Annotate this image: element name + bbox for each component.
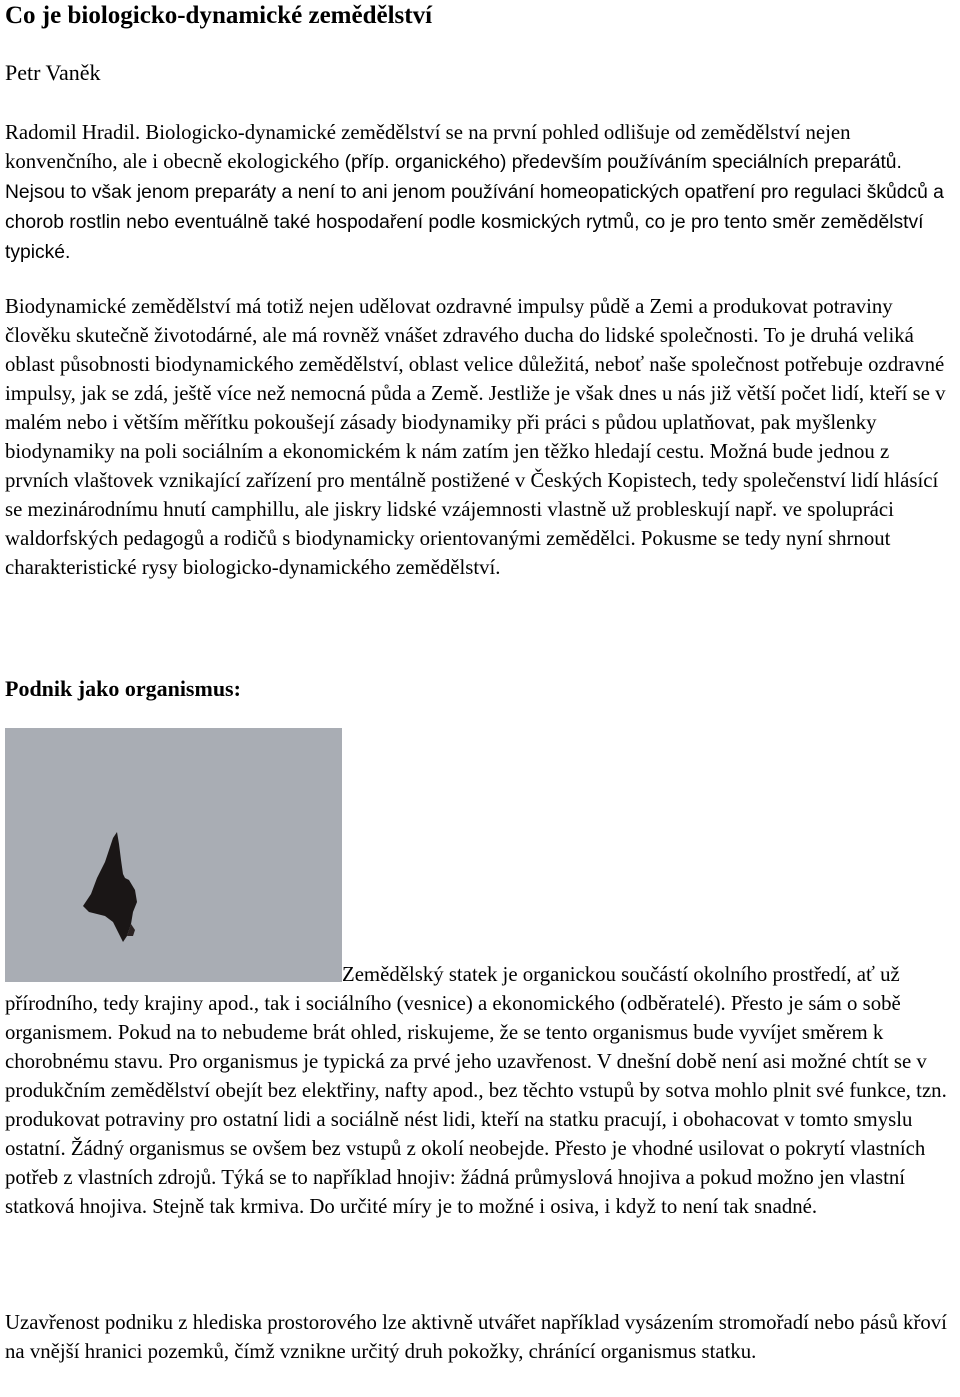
bird-silhouette-icon xyxy=(5,728,342,982)
body-paragraph: Biodynamické zemědělství má totiž nejen udělovat ozdravné impulsy půdě a Zemi a produkovat potraviny člověku skutečně životodárné, ale má rovněž vnášet zdravého ducha do lidské společnosti. To je druhá veliká oblast působnosti biodynamického zemědělství, oblast velice důležitá, neboť naše společnost potřebuje ozdravné impulsy, jak se zdá, ještě více než nemocná půda a Země. Jestliže je však dnes u nás již větší počet lidí, kteří se v malém nebo i větším měřítku pokoušejí zásady biodynamiky při práci s půdou uplatňovat, pak myšlenky biodynamiky na poli sociálním a ekonomickém k nám zatím jen těžko hledají cestu. Možná bude jednou z prvních vlaštovek vznikající zařízení pro mentálně postižené v Českých Kopistech, tedy společenství lidí hlásící se mezinárodnímu hnutí camphillu, ale jiskry lidské vzájemnosti vlastně už probleskují např. ve spolupráci waldorfských pedagogů a rodičů s biodynamicky orientovanými zemědělci. Pokusme se tedy nyní shrnout charakteristické rysy biologicko-dynamického zemědělství. xyxy=(5,295,946,579)
intro-sans-text: (příp. organického) především používáním speciálních preparátů. Nejsou to však jenom preparáty a není to ani jenom používání homeopatických opatření pro regulaci škůdců a chorob rostlin nebo eventuálně také hospodaření podle kosmických rytmů, co je pro tento směr zemědělství typické. xyxy=(5,152,944,263)
organism-text: Zemědělský statek je organickou součástí okolního prostředí, ať už přírodního, tedy krajiny apod., tak i sociálního (vesnice) a ekonomického (odběratelé). Přesto je sám o sobě organismem. Pokud na to nebudeme brát ohled, riskujeme, že se tento organismus bude vyvíjet směrem k chorobnému stavu. Pro organismus je typická za prvé jeho uzavřenost. V dnešní době není asi možné chtít se v produkčním zemědělství obejít bez elektřiny, nafty apod., bez těchto vstupů by sotva mohlo plnit své funkce, tzn. produkovat potraviny pro ostatní lidi a sociálně nést lidi, kteří na statku pracují, i obohacovat v tomto smyslu ostatní. Žádný organismus se ovšem bez vstupů z okolí neobejde. Přesto je vhodné usilovat o pokrytí vlastních potřeb z vlastních zdrojů. Týká se to například hnojiv: žádná průmyslová hnojiva a pokud možno jen vlastní statková hnojiva. Stejně tak krmiva. Do určité míry je to možné i osiva, i když to není tak snadné. xyxy=(5,963,947,1218)
intro-serif-text: Radomil Hradil. Biologicko-dynamické zemědělství se na první pohled odlišuje od zemědělství nejen konvenčního, ale i obecně ekologického xyxy=(5,121,851,173)
author-name: Petr Vaněk xyxy=(5,60,101,85)
intro-paragraph xyxy=(5,118,957,267)
bird-photo xyxy=(5,728,342,982)
page-title: Co je biologicko-dynamické zemědělství xyxy=(5,2,433,29)
organism-paragraph xyxy=(5,960,957,1221)
closing-paragraph: Uzavřenost podniku z hlediska prostorového lze aktivně utvářet například vysázením stromořadí nebo pásů křoví na vnější hranici pozemků, čímž vznikne určitý druh pokožky, chránící organismus statku. xyxy=(5,1311,947,1363)
section-heading: Podnik jako organismus: xyxy=(5,676,241,701)
